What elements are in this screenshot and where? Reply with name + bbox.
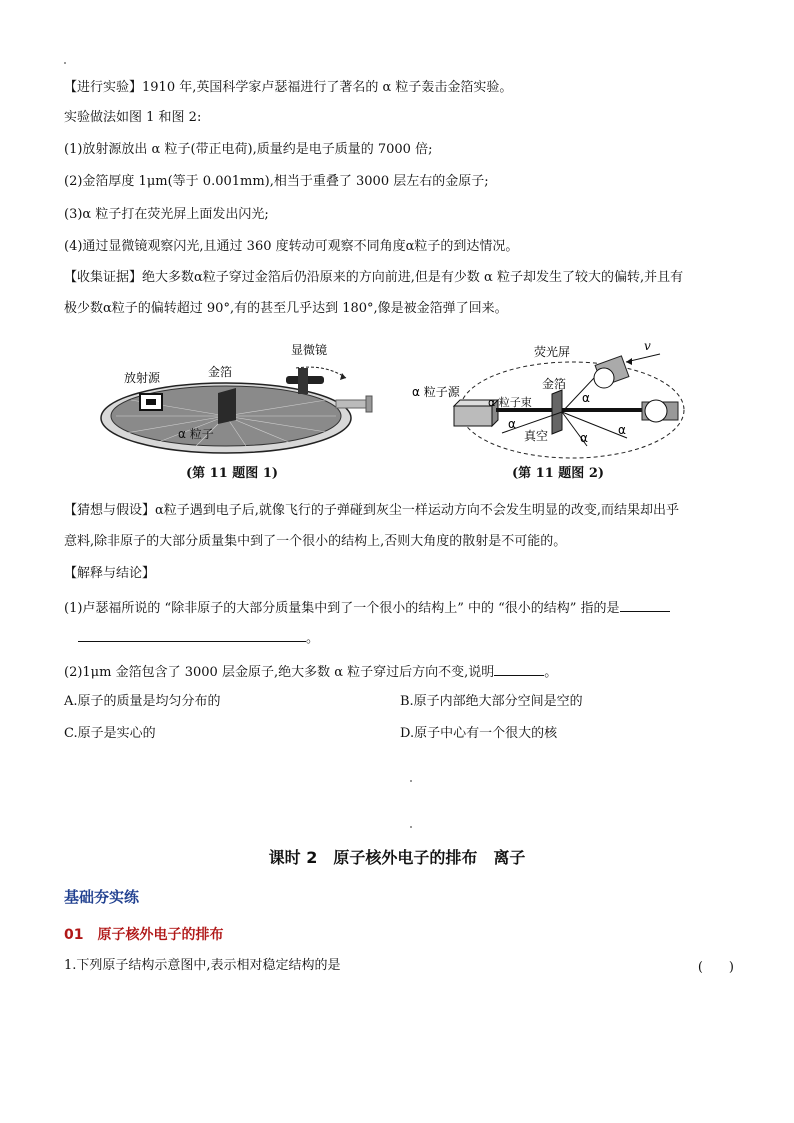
answer-blank-2[interactable] [494,661,544,676]
question-1-end: 。 [306,631,320,646]
experiment-method: 实验做法如图 1 和图 2: [64,110,202,125]
fig2-label-alpha-4: α [582,391,590,405]
fig2-label-alpha-1: α [508,417,516,431]
fig2-label-alpha-3: α [618,423,626,437]
figure-1-caption: (第 11 题图 1) [186,466,279,481]
subsection-title: 原子核外电子的排布 [97,927,224,943]
figure-2 [412,338,712,460]
fig1-label-particle: α 粒子 [178,427,214,441]
lecture-title: 课时 2 原子核外电子的排布 离子 [268,848,526,867]
answer-blank-1b[interactable] [78,627,306,642]
question-1-stem: (1)卢瑟福所说的 “除非原子的大部分质量集中到了一个很小的结构上” 中的 “很小的结构” 指的是 [64,601,620,616]
subsection-number: 01 [64,927,84,943]
evidence-line-2: 极少数α粒子的偏转超过 90°,有的甚至几乎达到 180°,像是被金箔弹了回来。 [64,301,508,316]
option-c[interactable]: C.原子是实心的 [64,726,156,741]
fig2-label-foil: 金箔 [542,377,567,391]
experiment-step-4: (4)通过显微镜观察闪光,且通过 360 度转动可观察不同角度α粒子的到达情况。 [64,239,519,254]
option-a[interactable]: A.原子的质量是均匀分布的 [64,694,221,709]
figure-2-caption: (第 11 题图 2) [512,466,605,481]
fig2-label-screen: 荧光屏 [534,345,571,359]
answer-blank-1a[interactable] [620,597,670,612]
evidence-line-1: 【收集证据】绝大多数α粒子穿过金箔后仍沿原来的方向前进,但是有少数 α 粒子却发生了较大的偏转,并且有 [64,270,684,285]
fig1-label-source: 放射源 [124,371,161,385]
fig1-label-microscope: 显微镜 [291,343,328,357]
experiment-step-1: (1)放射源放出 α 粒子(带正电荷),质量约是电子质量的 7000 倍; [64,142,433,157]
question-stem-1: 1.下列原子结构示意图中,表示相对稳定结构的是 [64,958,341,973]
question-2-end: 。 [544,665,558,680]
question-2-text [64,661,557,683]
option-d[interactable]: D.原子中心有一个很大的核 [400,726,558,741]
conclusion-heading: 【解释与结论】 [64,566,156,581]
section-title: 基础夯实练 [64,888,140,906]
page-mark [410,780,412,782]
experiment-intro: 【进行实验】1910 年,英国科学家卢瑟福进行了著名的 α 粒子轰击金箔实验。 [64,80,513,95]
page-mark [64,62,66,64]
fig2-label-v: v [644,339,651,353]
hypothesis-line-2: 意料,除非原子的大部分质量集中到了一个很小的结构上,否则大角度的散射是不可能的。 [64,534,567,549]
answer-bracket[interactable]: ( ) [697,960,734,975]
fig2-label-vacuum: 真空 [524,429,549,443]
experiment-step-3: (3)α 粒子打在荧光屏上面发出闪光; [64,207,269,222]
fig2-label-alpha-2: α [580,431,588,445]
fig2-label-source: α 粒子源 [412,385,460,399]
question-1-continuation [78,627,319,649]
subsection-heading [64,924,223,944]
fig1-label-foil: 金箔 [208,365,233,379]
page-mark [410,826,412,828]
option-b[interactable]: B.原子内部绝大部分空间是空的 [400,694,583,709]
question-2-stem: (2)1μm 金箔包含了 3000 层金原子,绝大多数 α 粒子穿过后方向不变,说明 [64,665,495,680]
experiment-step-2: (2)金箔厚度 1μm(等于 0.001mm),相当于重叠了 3000 层左右的金原子; [64,174,489,189]
fig2-label-beam: α 粒子束 [488,396,532,409]
figure-2-illustration [412,338,712,460]
hypothesis-line-1: 【猜想与假设】α粒子遇到电子后,就像飞行的子弹碰到灰尘一样运动方向不会发生明显的改变,而结果却出乎 [64,503,680,518]
question-1-text [64,597,670,619]
